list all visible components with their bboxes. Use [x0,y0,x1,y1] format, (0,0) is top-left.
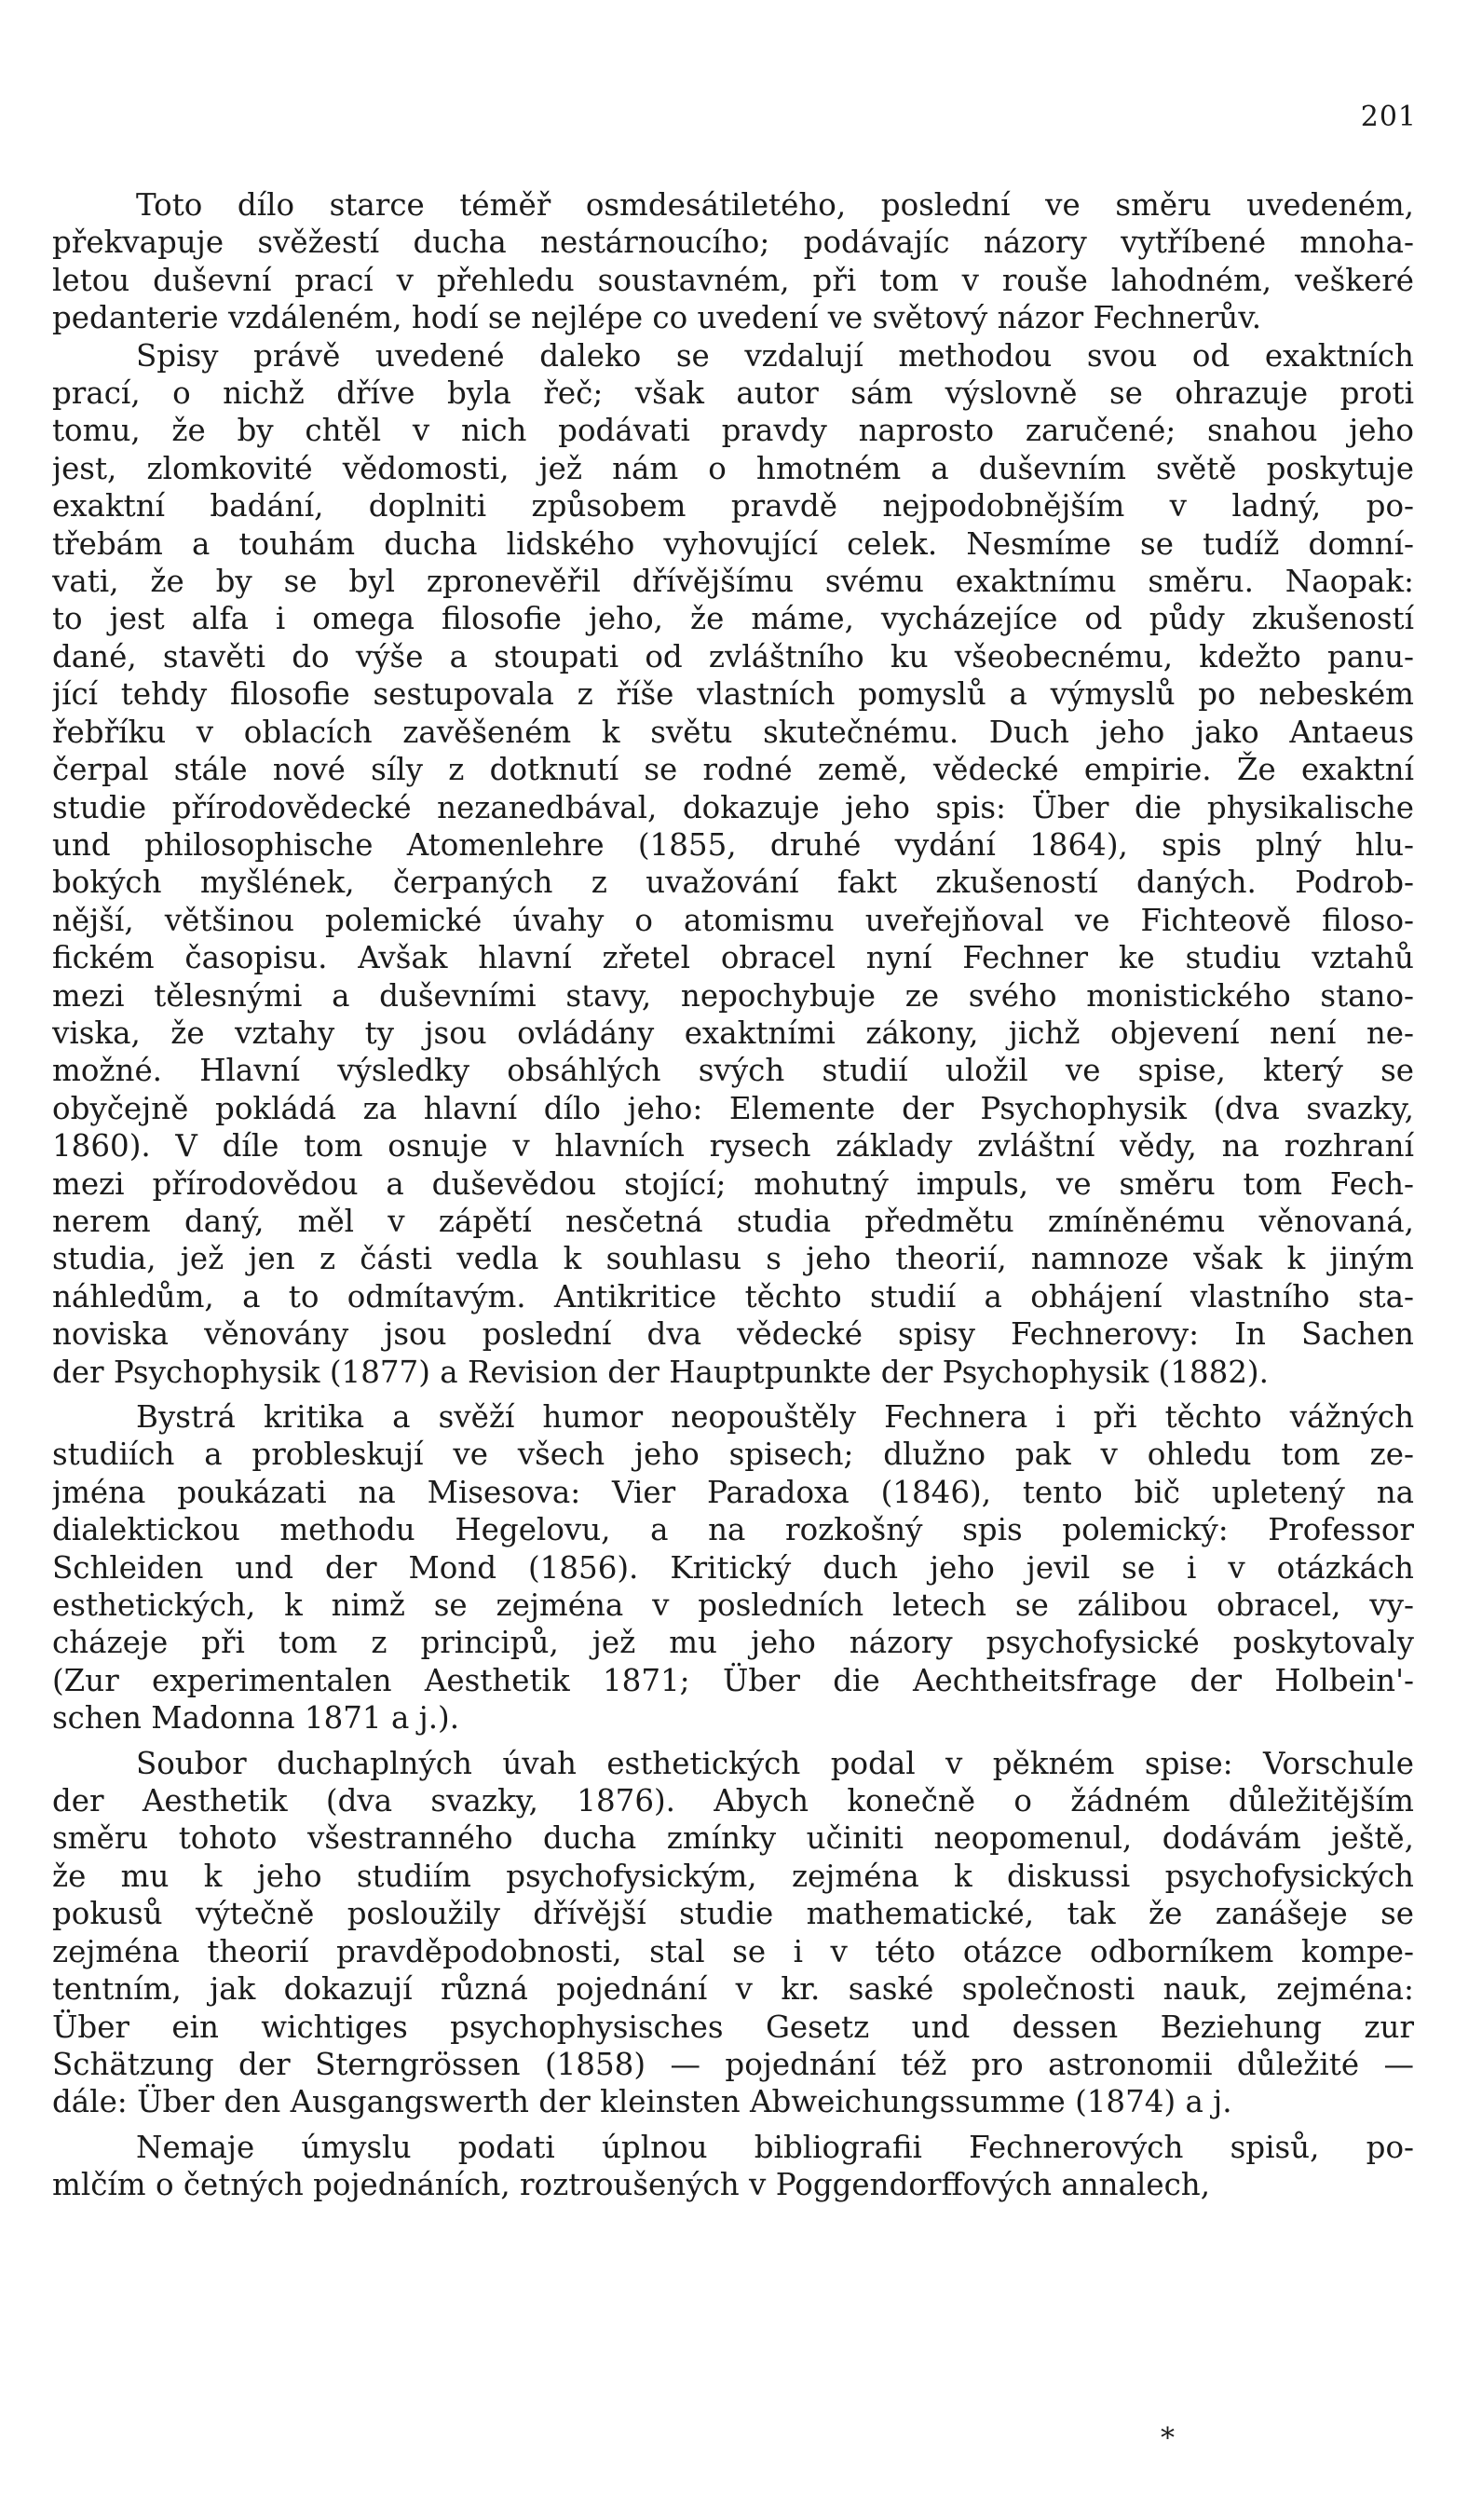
body-text [52,186,1414,2204]
text-line: náhledům, a to odmítavým. Antikritice těchto studií a obhájení vlastního sta- [52,1278,1414,1314]
text-line: noviska věnovány jsou poslední dva vědecké spisy Fechnerovy: In Sachen [52,1316,1414,1353]
paragraph-4 [52,1745,1414,2121]
text-line: Bystrá kritika a svěží humor neopouštěly Fechnera i při těchto vážných [136,1399,1414,1435]
text-line: to jest alfa i omega filosofie jeho, že máme, vycházejíce od půdy zkušeností [52,601,1414,637]
text-line: obyčejně pokládá za hlavní dílo jeho: Elemente der Psychophysik (dva svazky, [52,1090,1414,1126]
text-line: Schleiden und der Mond (1856). Kritický duch jeho jevil se i v otázkách [52,1549,1414,1586]
text-line: pokusů výtečně posloužily dřívější studie mathematické, tak že zanášeje se [52,1896,1414,1932]
text-line: pedanterie vzdáleném, hodí se nejlépe co uvedení ve světový názor Fechnerův. [52,300,1262,336]
text-line: mlčím o četných pojednáních, roztroušených v Poggendorffových annalech, [52,2167,1211,2203]
text-line: exaktní badání, doplniti způsobem pravdě nejpodobnějším v ladný, po- [52,488,1414,524]
paragraph-2 [52,337,1414,1391]
text-line: zejména theorií pravděpodobnosti, stal se i v této otázce odborníkem kompe- [52,1933,1414,1969]
text-line: jící tehdy filosofie sestupovala z říše vlastních pomyslů a výmyslů po nebeském [52,676,1414,713]
text-line: tentním, jak dokazují různá pojednání v kr. saské společnosti nauk, zejména: [52,1971,1414,2008]
text-line: Schätzung der Sterngrössen (1858) — pojednání též pro astronomii důležité — [52,2046,1414,2082]
text-line: dialektickou methodu Hegelovu, a na rozkošný spis polemický: Professor [52,1512,1414,1548]
text-line: že mu k jeho studiím psychofysickým, zejména k diskussi psychofysických [52,1858,1414,1894]
text-line: der Aesthetik (dva svazky, 1876). Abych konečně o žádném důležitějším [52,1783,1414,1819]
text-line: der Psychophysik (1877) a Revision der Hauptpunkte der Psychophysik (1882). [52,1354,1269,1390]
text-line: mezi tělesnými a duševními stavy, nepochybuje ze svého monistického stano- [52,977,1414,1014]
text-line: řebříku v oblacích zavěšeném k světu skutečnému. Duch jeho jako Antaeus [52,714,1414,750]
text-line: Soubor duchaplných úvah esthetických podal v pěkném spise: Vorschule [136,1745,1414,1781]
text-line: nerem daný, měl v zápětí nesčetná studia předmětu zmíněnému věnovaná, [52,1203,1414,1239]
text-line: Toto dílo starce téměř osmdesátiletého, poslední ve směru uvedeném, [136,187,1414,223]
text-line: (Zur experimentalen Aesthetik 1871; Über die Aechtheitsfrage der Holbein'- [52,1662,1414,1698]
text-line: bokých myšlének, čerpaných z uvažování fakt zkušeností daných. Podrob- [52,865,1414,901]
text-line: esthetických, k nimž se zejména v posledních letech se zálibou obracel, vy- [52,1587,1414,1624]
text-line: studiích a probleskují ve všech jeho spisech; dlužno pak v ohledu tom ze- [52,1437,1414,1473]
text-line: viska, že vztahy ty jsou ovládány exaktními zákony, jichž objevení není ne- [52,1015,1414,1051]
footnote-mark: * [1161,2422,1175,2455]
paragraph-3 [52,1398,1414,1737]
text-line: možné. Hlavní výsledky obsáhlých svých studií uložil ve spise, který se [52,1053,1414,1089]
paragraph-1 [52,186,1414,337]
text-line: studie přírodovědecké nezanedbával, dokazuje jeho spis: Über die physikalische [52,789,1414,825]
text-line: čerpal stále nové síly z dotknutí se rodné země, vědecké empirie. Že exaktní [52,752,1414,788]
text-line: nější, většinou polemické úvahy o atomismu uveřejňoval ve Fichteově filoso- [52,902,1414,938]
text-line: jména poukázati na Misesova: Vier Paradoxa (1846), tento bič upletený na [52,1474,1414,1510]
text-line: dané, stavěti do výše a stoupati od zvláštního ku všeobecnému, kdežto panu- [52,638,1414,674]
text-line: mezi přírodovědou a duševědou stojící; mohutný impuls, ve směru tom Fech- [52,1165,1414,1202]
text-line: 1860). V díle tom osnuje v hlavních rysech základy zvláštní vědy, na rozhraní [52,1128,1414,1165]
text-line: překvapuje svěžestí ducha nestárnoucího; podávajíc názory vytříbené mnoha- [52,225,1414,261]
text-line: dále: Über den Ausgangswerth der kleinsten Abweichungssumme (1874) a j. [52,2084,1232,2120]
text-line: studia, jež jen z části vedla k souhlasu s jeho theorií, namnoze však k jiným [52,1241,1414,1277]
paragraph-5 [52,2129,1414,2204]
text-line: und philosophische Atomenlehre (1855, druhé vydání 1864), spis plný hlu- [52,826,1414,863]
text-line: schen Madonna 1871 a j.). [52,1700,460,1737]
text-line: Spisy právě uvedené daleko se vzdalují methodou svou od exaktních [136,337,1414,374]
text-line: tomu, že by chtěl v nich podávati pravdy naprosto zaručené; snahou jeho [52,413,1414,449]
text-line: směru tohoto všestranného ducha zmínky učiniti neopomenul, dodávám ještě, [52,1820,1414,1857]
text-line: fickém časopisu. Avšak hlavní zřetel obracel nyní Fechner ke studiu vztahů [52,940,1414,976]
page-number: 201 [1360,101,1417,133]
text-line: třebám a touhám ducha lidského vyhovující celek. Nesmíme se tudíž domní- [52,525,1414,562]
text-line: prací, o nichž dříve byla řeč; však autor sám výslovně se ohrazuje proti [52,375,1414,412]
text-line: cházeje při tom z principů, jež mu jeho názory psychofysické poskytovaly [52,1625,1414,1661]
text-line: Nemaje úmyslu podati úplnou bibliografii Fechnerových spisů, po- [136,2129,1414,2165]
text-line: jest, zlomkovité vědomosti, jež nám o hmotném a duševním světě poskytuje [52,450,1414,486]
text-line: vati, že by se byl zpronevěřil dřívějšímu svému exaktnímu směru. Naopak: [52,564,1414,600]
text-line: letou duševní prací v přehledu soustavném, při tom v rouše lahodném, veškeré [52,262,1414,298]
text-line: Über ein wichtiges psychophysisches Gesetz und dessen Beziehung zur [52,2009,1414,2045]
